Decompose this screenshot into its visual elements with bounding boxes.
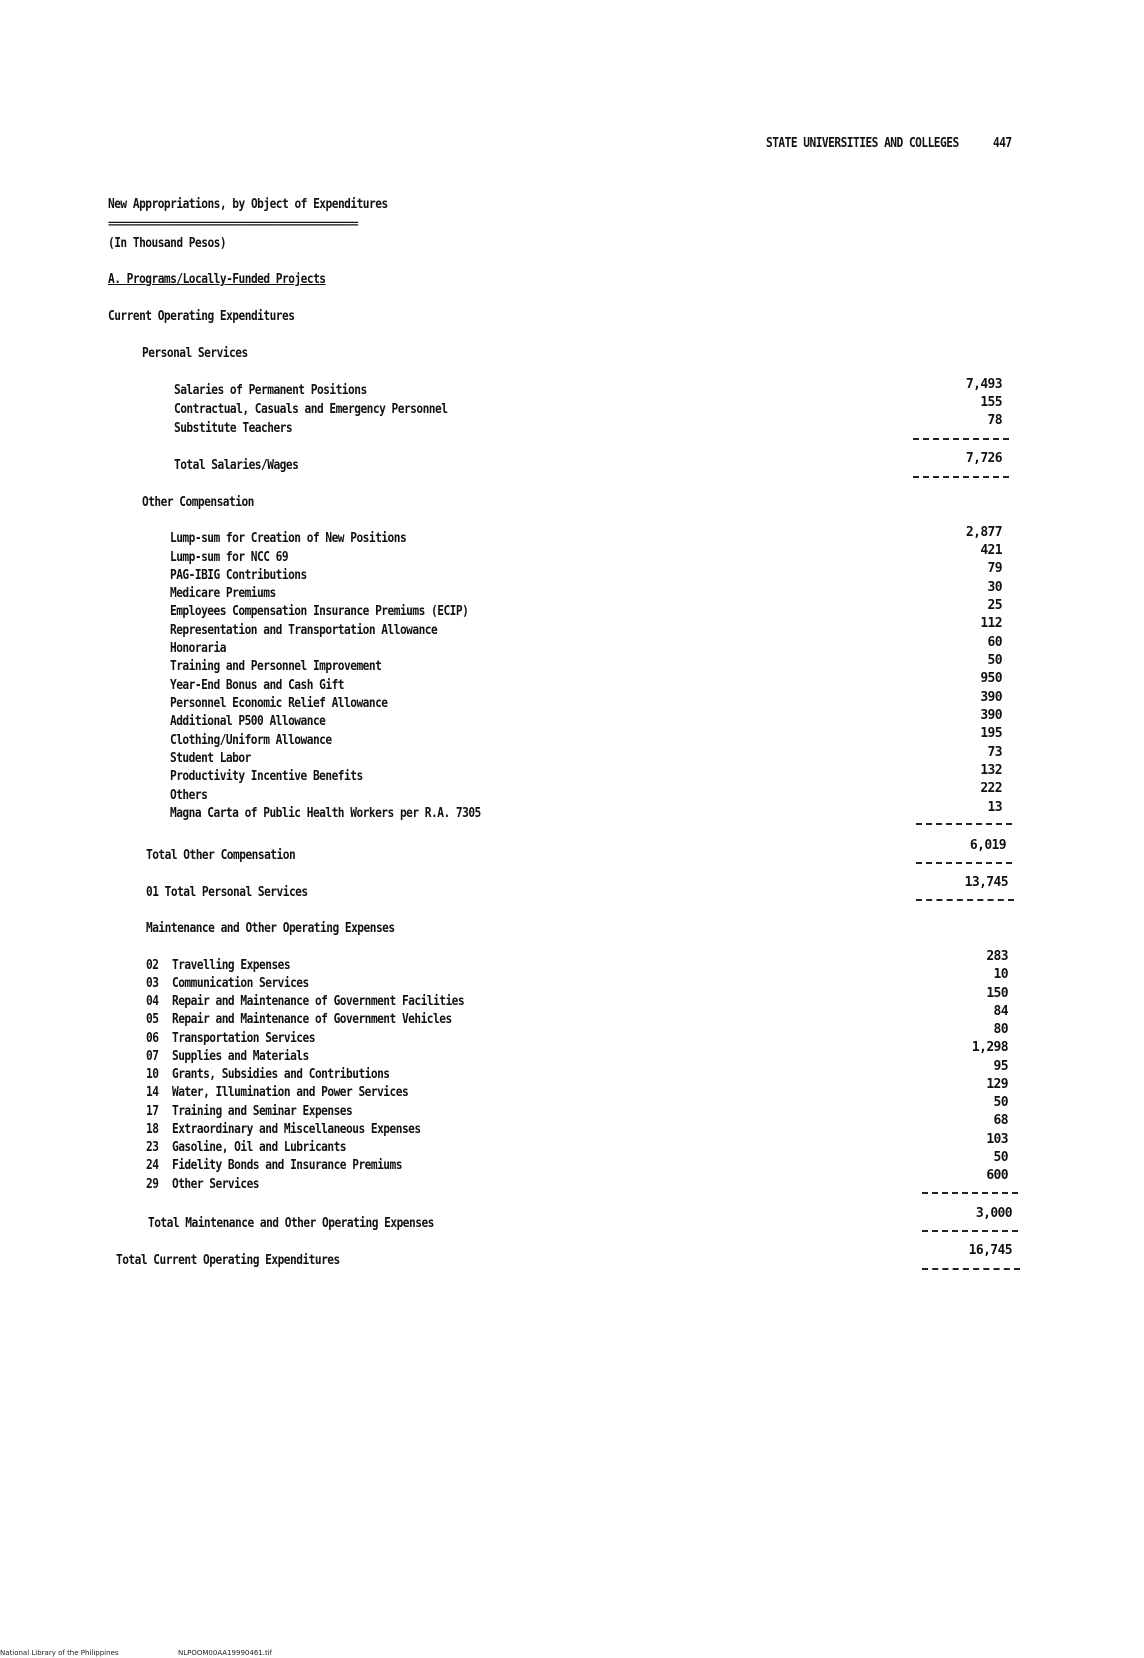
list-item-value: 222: [980, 781, 1002, 796]
list-item-value: 80: [993, 1022, 1008, 1037]
list-item-code: 02: [146, 958, 159, 973]
list-item-value: 103: [986, 1132, 1008, 1147]
list-item-label: Repair and Maintenance of Government Facilities: [172, 994, 465, 1009]
subtotal-rule: [916, 823, 1012, 825]
list-item-label: Personnel Economic Relief Allowance: [170, 696, 388, 711]
list-item-label: Communication Services: [172, 976, 309, 991]
total-salaries-value: 7,726: [965, 451, 1002, 466]
total-rule: [916, 899, 1014, 901]
list-item-code: 10: [146, 1067, 159, 1082]
list-item-code: 05: [146, 1012, 159, 1027]
list-item-code: 24: [146, 1158, 159, 1173]
list-item-label: Salaries of Permanent Positions: [174, 383, 367, 398]
footer-file: NLPOOM00AA19990461.tif: [178, 1649, 273, 1657]
total-rule: [916, 862, 1012, 864]
list-item-value: 390: [980, 708, 1002, 723]
list-item-code: 29: [146, 1177, 159, 1192]
list-item-code: 18: [146, 1122, 159, 1137]
list-item-label: Grants, Subsidies and Contributions: [172, 1067, 390, 1082]
list-item-label: Training and Seminar Expenses: [172, 1104, 353, 1119]
list-item-value: 50: [993, 1095, 1008, 1110]
list-item-label: Other Services: [172, 1177, 260, 1192]
list-item-label: Honoraria: [170, 641, 226, 656]
total-ps-label: 01 Total Personal Services: [146, 885, 308, 900]
list-item-label: Others: [170, 788, 208, 803]
list-item-code: 23: [146, 1140, 159, 1155]
list-item-value: 30: [987, 580, 1002, 595]
list-item-value: 50: [993, 1150, 1008, 1165]
list-item-value: 155: [980, 395, 1002, 410]
list-item-label: Extraordinary and Miscellaneous Expenses: [172, 1122, 421, 1137]
list-item-value: 421: [980, 543, 1002, 558]
list-item-value: 25: [987, 598, 1002, 613]
list-item-value: 600: [986, 1168, 1008, 1183]
total-other-comp-label: Total Other Compensation: [146, 848, 296, 863]
list-item-label: Employees Compensation Insurance Premiums (ECIP): [170, 604, 469, 619]
list-item-value: 950: [980, 671, 1002, 686]
list-item-code: 07: [146, 1049, 159, 1064]
list-item-value: 95: [993, 1059, 1008, 1074]
list-item-value: 390: [980, 690, 1002, 705]
page-number: 447: [993, 136, 1012, 151]
list-item-label: Transportation Services: [172, 1031, 315, 1046]
list-item-label: Water, Illumination and Power Services: [172, 1085, 409, 1100]
total-mooe-value: 3,000: [975, 1206, 1012, 1221]
total-rule: [913, 476, 1009, 478]
list-item-value: 60: [987, 635, 1002, 650]
list-item-label: Training and Personnel Improvement: [170, 659, 382, 674]
list-item-label: Repair and Maintenance of Government Vehicles: [172, 1012, 452, 1027]
list-item-value: 78: [987, 413, 1002, 428]
list-item-value: 283: [986, 949, 1008, 964]
list-item-value: 1,298: [971, 1040, 1008, 1055]
list-item-label: Additional P500 Allowance: [170, 714, 326, 729]
list-item-value: 2,877: [965, 525, 1002, 540]
list-item-label: Medicare Premiums: [170, 586, 276, 601]
list-item-label: Representation and Transportation Allowance: [170, 623, 438, 638]
list-item-value: 10: [993, 967, 1008, 982]
list-item-value: 50: [987, 653, 1002, 668]
title-double-rule: ==============================================: [108, 217, 358, 230]
list-item-value: 79: [987, 561, 1002, 576]
list-item-label: Fidelity Bonds and Insurance Premiums: [172, 1158, 402, 1173]
units-note: (In Thousand Pesos): [108, 236, 227, 251]
personal-services-heading: Personal Services: [142, 346, 248, 361]
list-item-value: 73: [987, 745, 1002, 760]
subtotal-rule: [922, 1192, 1018, 1194]
running-title: STATE UNIVERSITIES AND COLLEGES: [766, 136, 959, 151]
list-item-value: 150: [986, 986, 1008, 1001]
list-item-value: 195: [980, 726, 1002, 741]
list-item-label: Lump-sum for NCC 69: [170, 550, 289, 565]
list-item-code: 03: [146, 976, 159, 991]
subtotal-rule: [913, 438, 1009, 440]
list-item-label: Substitute Teachers: [174, 421, 293, 436]
total-current-value: 16,745: [968, 1243, 1012, 1258]
total-rule: [922, 1230, 1018, 1232]
footer-library: National Library of the Philippines: [0, 1649, 119, 1657]
total-current-label: Total Current Operating Expenditures: [116, 1253, 340, 1268]
mooe-heading: Maintenance and Other Operating Expenses: [146, 921, 395, 936]
total-other-comp-value: 6,019: [969, 838, 1006, 853]
list-item-code: 14: [146, 1085, 159, 1100]
list-item-value: 13: [987, 800, 1002, 815]
list-item-label: PAG-IBIG Contributions: [170, 568, 307, 583]
list-item-value: 84: [993, 1004, 1008, 1019]
total-mooe-label: Total Maintenance and Other Operating Expenses: [148, 1216, 434, 1231]
total-ps-value: 13,745: [964, 875, 1008, 890]
list-item-value: 112: [980, 616, 1002, 631]
list-item-label: Student Labor: [170, 751, 251, 766]
list-item-value: 7,493: [965, 377, 1002, 392]
page-title: New Appropriations, by Object of Expenditures: [108, 197, 388, 212]
list-item-code: 17: [146, 1104, 159, 1119]
list-item-value: 68: [993, 1113, 1008, 1128]
list-item-label: Supplies and Materials: [172, 1049, 309, 1064]
list-item-label: Productivity Incentive Benefits: [170, 769, 363, 784]
list-item-value: 129: [986, 1077, 1008, 1092]
list-item-value: 132: [980, 763, 1002, 778]
list-item-label: Contractual, Casuals and Emergency Personnel: [174, 402, 448, 417]
list-item-label: Gasoline, Oil and Lubricants: [172, 1140, 347, 1155]
total-rule: [922, 1268, 1020, 1270]
list-item-label: Travelling Expenses: [172, 958, 291, 973]
section-heading: A. Programs/Locally-Funded Projects: [108, 272, 326, 287]
list-item-label: Lump-sum for Creation of New Positions: [170, 531, 407, 546]
list-item-label: Year-End Bonus and Cash Gift: [170, 678, 345, 693]
current-operating-heading: Current Operating Expenditures: [108, 309, 295, 324]
other-comp-heading: Other Compensation: [142, 495, 254, 510]
list-item-code: 06: [146, 1031, 159, 1046]
list-item-label: Magna Carta of Public Health Workers per R.A. 7305: [170, 806, 481, 821]
list-item-label: Clothing/Uniform Allowance: [170, 733, 332, 748]
total-salaries-label: Total Salaries/Wages: [174, 458, 299, 473]
list-item-code: 04: [146, 994, 159, 1009]
